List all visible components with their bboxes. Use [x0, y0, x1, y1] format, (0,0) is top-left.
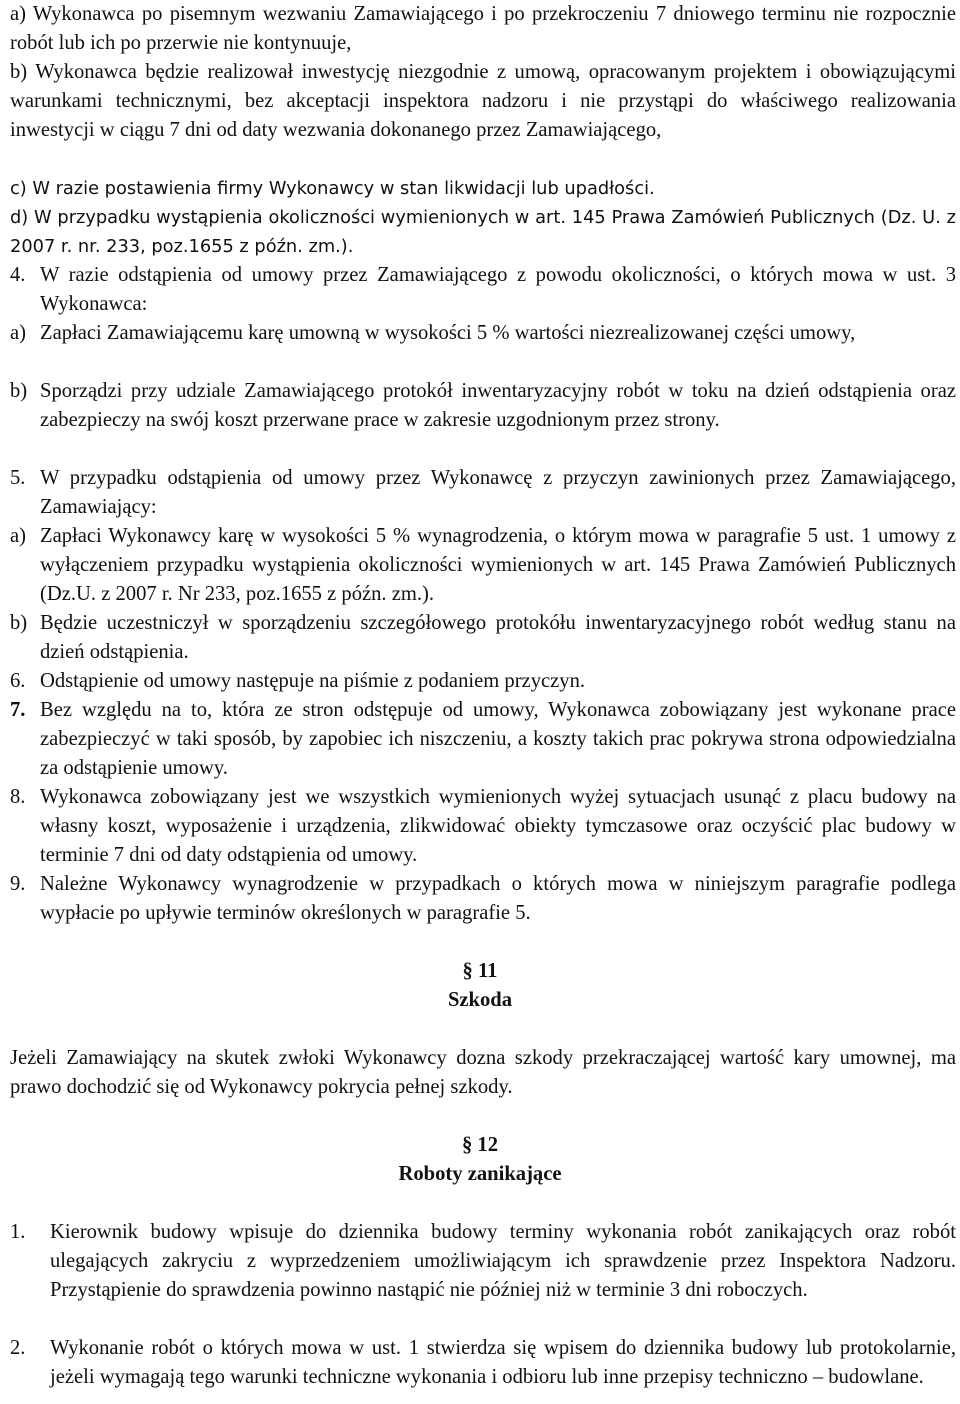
- item-4-number: 4.: [10, 264, 26, 286]
- item-7-text: Bez względu na to, która ze stron odstępuje od umowy, Wykonawca zobowiązany jest wykonane prace zabezpieczyć w taki sposób, by zapobiec ich niszczeniu, a koszty takich prac pokrywa strona odpowiedzialna za odstąpienie umowy.: [40, 699, 956, 779]
- item-5b-mark: b): [10, 612, 28, 634]
- item-4-text: W razie odstąpienia od umowy przez Zamawiającego z powodu okoliczności, o których mowa w ust. 3 Wykonawca:: [40, 264, 956, 315]
- item-4a-mark: a): [10, 322, 26, 344]
- list-item-a: a) Wykonawca po pisemnym wezwaniu Zamawiającego i po przekroczeniu 7 dniowego terminu nie rozpocznie robót lub ich po przerwie nie kontynuuje,: [10, 3, 956, 54]
- item-5-text: W przypadku odstąpienia od umowy przez Wykonawcę z przyczyn zawinionych przez Zamawiającego, Zamawiający:: [40, 467, 956, 518]
- section-12-title: Roboty zanikające: [398, 1163, 562, 1185]
- item-9-text: Należne Wykonawcy wynagrodzenie w przypadkach o których mowa w niniejszym paragrafie podlega wypłacie po upływie terminów określonych w paragrafie 5.: [40, 873, 956, 924]
- item-5a-text: Zapłaci Wykonawcy karę w wysokości 5 % wynagrodzenia, o którym mowa w paragrafie 5 ust. 1 umowy z wyłączeniem przypadku wystąpienia okoliczności wymienionych w art. 145 Prawa Zamówień Publicznych (Dz.U. z 2007 r. Nr 233, poz.1655 z późn. zm.).: [40, 525, 956, 605]
- section-11-text: Jeżeli Zamawiający na skutek zwłoki Wykonawcy dozna szkody przekraczającej wartość kary umownej, ma prawo dochodzić się od Wykonawcy pokrycia pełnej szkody.: [10, 1047, 956, 1098]
- item-6-text: Odstąpienie od umowy następuje na piśmie z podaniem przyczyn.: [40, 670, 586, 692]
- list-item-c: c) W razie postawienia firmy Wykonawcy w stan likwidacji lub upadłości.: [10, 178, 655, 199]
- list-item-d: d) W przypadku wystąpienia okoliczności wymienionych w art. 145 Prawa Zamówień Publicznych (Dz. U. z 2007 r. nr. 233, poz.1655 z późn. zm.).: [10, 207, 956, 257]
- section-12-item-1-text: Kierownik budowy wpisuje do dziennika budowy terminy wykonania robót zanikających oraz robót ulegających zakryciu z wyprzedzeniem umożliwiającym ich sprawdzenie przez Inspektora Nadzoru. Przystąpienie do sprawdzenia powinno nastąpić nie później niż w terminie 3 dni roboczych.: [50, 1221, 956, 1301]
- item-9-number: 9.: [10, 873, 26, 895]
- item-7-number: 7.: [10, 699, 26, 721]
- section-12-item-2-text: Wykonanie robót o których mowa w ust. 1 stwierdza się wpisem do dziennika budowy lub protokolarnie, jeżeli wymagają tego warunki techniczne wykonania i odbioru lub inne przepisy techniczno – budowlane.: [50, 1337, 956, 1388]
- item-8-number: 8.: [10, 786, 26, 808]
- item-5a-mark: a): [10, 525, 26, 547]
- item-4b-mark: b): [10, 380, 28, 402]
- section-11-title: Szkoda: [447, 989, 513, 1011]
- section-12-number: § 12: [461, 1134, 499, 1156]
- item-4a-text: Zapłaci Zamawiającemu karę umowną w wysokości 5 % wartości niezrealizowanej części umowy,: [40, 322, 856, 344]
- section-12-item-1-number: 1.: [10, 1221, 26, 1243]
- item-5-number: 5.: [10, 467, 26, 489]
- section-11-number: § 11: [462, 960, 498, 982]
- item-4b-text: Sporządzi przy udziale Zamawiającego protokół inwentaryzacyjny robót w toku na dzień odstąpienia oraz zabezpieczy na swój koszt przerwane prace w zakresie uzgodnionym przez strony.: [40, 380, 956, 431]
- item-8-text: Wykonawca zobowiązany jest we wszystkich wymienionych wyżej sytuacjach usunąć z placu budowy na własny koszt, wyposażenie i urządzenia, zlikwidować obiekty tymczasowe oraz oczyścić plac budowy w terminie 7 dni od daty odstąpienia od umowy.: [40, 786, 956, 866]
- list-item-b: b) Wykonawca będzie realizował inwestycję niezgodnie z umową, opracowanym projektem i obowiązującymi warunkami technicznymi, bez akceptacji inspektora nadzoru i nie przystąpi do właściwego realizowania inwestycji w ciągu 7 dni od daty wezwania dokonanego przez Zamawiającego,: [10, 61, 956, 141]
- item-6-number: 6.: [10, 670, 26, 692]
- section-12-item-2-number: 2.: [10, 1337, 26, 1359]
- item-5b-text: Będzie uczestniczył w sporządzeniu szczegółowego protokółu inwentaryzacyjnego robót według stanu na dzień odstąpienia.: [40, 612, 956, 663]
